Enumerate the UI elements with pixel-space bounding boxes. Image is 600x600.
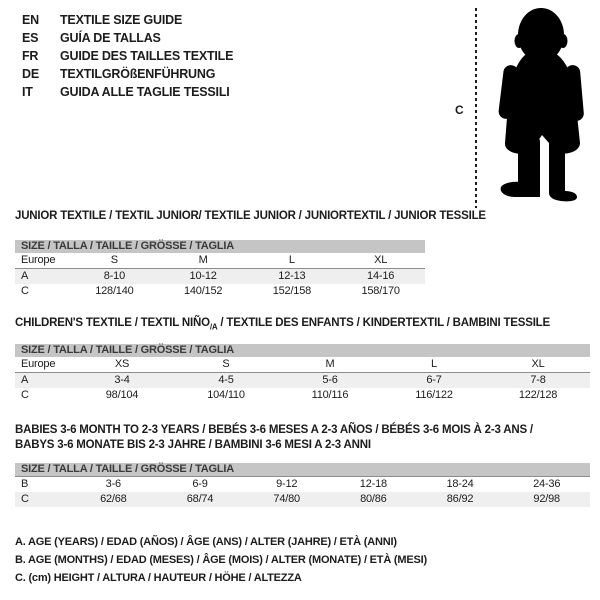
junior-size-table	[15, 240, 425, 299]
table-row-height	[15, 284, 425, 299]
size-header-bar: SIZE / TALLA / TAILLE / GRÖSSE / TAGLIA	[15, 463, 590, 477]
row-label: C	[21, 285, 29, 297]
table-row-age	[15, 373, 590, 388]
language-code: ES	[22, 31, 39, 45]
language-row-fr	[22, 47, 233, 65]
size-header-bar: SIZE / TALLA / TAILLE / GRÖSSE / TAGLIA	[15, 344, 590, 357]
language-title: GUIDE DES TAILLES TEXTILE	[60, 49, 234, 63]
language-code: FR	[22, 49, 39, 63]
table-row-age	[15, 269, 425, 284]
title-part: / TEXTILE DES ENFANTS / KINDERTEXTIL / BAMBINI TESSILE	[217, 317, 550, 329]
language-code: IT	[22, 85, 33, 99]
value-cell: 152/158	[272, 285, 312, 297]
language-code: DE	[22, 67, 39, 81]
language-title-list	[22, 11, 233, 101]
value-cell: 128/140	[95, 285, 134, 297]
children-size-table	[15, 344, 590, 403]
value-cell: 10-12	[189, 270, 217, 282]
value-cell: 12-18	[359, 478, 387, 490]
size-cell: XL	[531, 358, 545, 370]
row-label: B	[21, 478, 29, 490]
language-row-it	[22, 83, 233, 101]
value-cell: 62/68	[100, 493, 127, 505]
size-cell: S	[222, 358, 230, 370]
value-cell: 3-6	[105, 478, 121, 490]
value-cell: 98/104	[105, 389, 139, 401]
value-cell: 12-13	[278, 270, 306, 282]
value-cell: 4-5	[218, 374, 234, 386]
value-cell: 74/80	[273, 493, 300, 505]
value-cell: 7-8	[530, 374, 546, 386]
value-cell: 110/116	[311, 389, 349, 401]
section-title-junior: JUNIOR TEXTILE / TEXTIL JUNIOR/ TEXTILE JUNIOR / JUNIORTEXTIL / JUNIOR TESSILE	[15, 210, 486, 222]
height-measure-dotted-line	[475, 8, 477, 208]
size-cell: S	[110, 254, 118, 266]
language-code: EN	[22, 13, 39, 27]
title-subscript: /A	[209, 322, 218, 332]
value-cell: 158/170	[361, 285, 400, 297]
row-label: C	[21, 493, 29, 505]
legend-note-a: A. AGE (YEARS) / EDAD (AÑOS) / ÂGE (ANS) / ALTER (JAHRE) / ETÀ (ANNI)	[15, 536, 397, 548]
language-title: GUÍA DE TALLAS	[60, 31, 161, 45]
table-row-months	[15, 477, 590, 492]
value-cell: 86/92	[446, 493, 474, 505]
value-cell: 9-12	[276, 478, 298, 490]
height-marker-label: C	[455, 103, 464, 117]
section-title-babies-line2: BABYS 3-6 MONATE BIS 2-3 JAHRE / BAMBINI 3-6 MESI A 2-3 ANNI	[15, 439, 371, 451]
region-label: Europe	[21, 358, 56, 370]
language-title: TEXTILGRÖßENFÜHRUNG	[60, 67, 216, 81]
language-row-en	[22, 11, 233, 29]
value-cell: 24-36	[533, 478, 561, 490]
language-title: GUIDA ALLE TAGLIE TESSILI	[60, 85, 230, 99]
value-cell: 18-24	[446, 478, 474, 490]
value-cell: 140/152	[183, 285, 223, 297]
section-title-children	[15, 317, 550, 331]
value-cell: 14-16	[367, 270, 395, 282]
legend-note-c: C. (cm) HEIGHT / ALTURA / HAUTEUR / HÖHE / ALTEZZA	[15, 572, 302, 584]
region-label: Europe	[21, 254, 56, 266]
size-cell: M	[198, 254, 208, 266]
value-cell: 104/110	[207, 389, 245, 401]
babies-size-table	[15, 463, 590, 507]
value-cell: 5-6	[322, 374, 338, 386]
row-label: C	[21, 389, 29, 401]
legend-notes	[15, 533, 427, 587]
language-row-de	[22, 65, 233, 83]
size-cell: XS	[114, 358, 130, 370]
value-cell: 6-9	[192, 478, 208, 490]
size-cell: XL	[374, 254, 388, 266]
value-cell: 3-4	[114, 374, 130, 386]
size-header-bar: SIZE / TALLA / TAILLE / GRÖSSE / TAGLIA	[15, 240, 425, 253]
language-row-es	[22, 29, 233, 47]
value-cell: 6-7	[426, 374, 442, 386]
value-cell: 68/74	[186, 493, 214, 505]
size-cell: M	[325, 358, 335, 370]
size-cell: L	[431, 358, 437, 370]
table-row-height	[15, 388, 590, 403]
value-cell: 8-10	[103, 270, 125, 282]
section-title-babies-line1: BABIES 3-6 MONTH TO 2-3 YEARS / BEBÉS 3-6 MESES A 2-3 AÑOS / BÉBÉS 3-6 MOIS À 2-3 ANS /	[15, 424, 533, 436]
legend-note-b: B. AGE (MONTHS) / EDAD (MESES) / ÂGE (MOIS) / ALTER (MONATE) / ETÀ (MESI)	[15, 554, 427, 566]
language-title: TEXTILE SIZE GUIDE	[60, 13, 183, 27]
table-row-region	[15, 253, 425, 269]
value-cell: 116/122	[415, 389, 453, 401]
row-label: A	[21, 374, 29, 386]
value-cell: 80/86	[360, 493, 387, 505]
value-cell: 122/128	[518, 389, 558, 401]
size-cell: L	[288, 254, 295, 266]
table-row-region	[15, 357, 590, 373]
title-part: CHILDREN'S TEXTILE / TEXTIL NIÑO	[15, 317, 210, 329]
value-cell: 92/98	[533, 493, 560, 505]
row-label: A	[21, 270, 29, 282]
table-row-height	[15, 492, 590, 507]
baby-silhouette-icon	[484, 5, 596, 205]
